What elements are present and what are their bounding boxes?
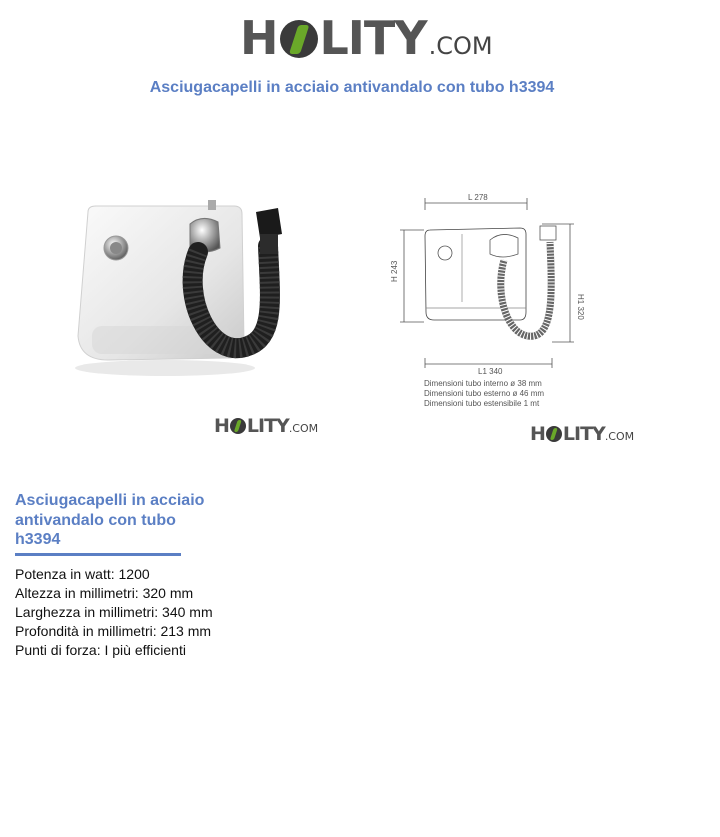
technical-drawing [390, 190, 585, 415]
logo-text-com: .COM [428, 32, 493, 60]
dim-total-height-label: H1 320 [576, 294, 585, 320]
product-heading: Asciugacapelli in acciaio antivandalo con tubo h3394 [15, 492, 205, 548]
dim-total-width-label: L1 340 [478, 367, 503, 376]
page-title: Asciugacapelli in acciaio antivandalo con tubo h3394 [149, 79, 555, 96]
logo-text-lity: LITY [319, 11, 427, 65]
spec-item-strengths: Punti di forza: I più efficienti [15, 642, 186, 658]
logo-o-icon [280, 20, 318, 58]
holity-logo-watermark: H LITY .COM [530, 423, 635, 445]
product-photo [70, 186, 310, 391]
spec-item-depth: Profondità in millimetri: 213 mm [15, 623, 212, 639]
spec-item-power: Potenza in watt: 1200 [15, 566, 150, 582]
spec-item-width: Larghezza in millimetri: 340 mm [15, 604, 213, 620]
logo-text-h: H [240, 11, 278, 65]
holity-logo[interactable] [240, 11, 493, 65]
drawing-note: Dimensioni tubo estensibile 1 mt [424, 399, 540, 408]
dim-height-label: H 243 [390, 260, 399, 282]
spec-item-height: Altezza in millimetri: 320 mm [15, 585, 194, 601]
dim-width-label: L 278 [468, 193, 488, 202]
logo-o-icon [230, 418, 246, 434]
logo-o-icon [546, 426, 562, 442]
drawing-note: Dimensioni tubo esterno ø 46 mm [424, 389, 545, 398]
spec-list [15, 565, 213, 660]
heading-underline [15, 553, 181, 556]
holity-logo-watermark: H LITY .COM [214, 415, 319, 437]
drawing-note: Dimensioni tubo interno ø 38 mm [424, 379, 542, 388]
